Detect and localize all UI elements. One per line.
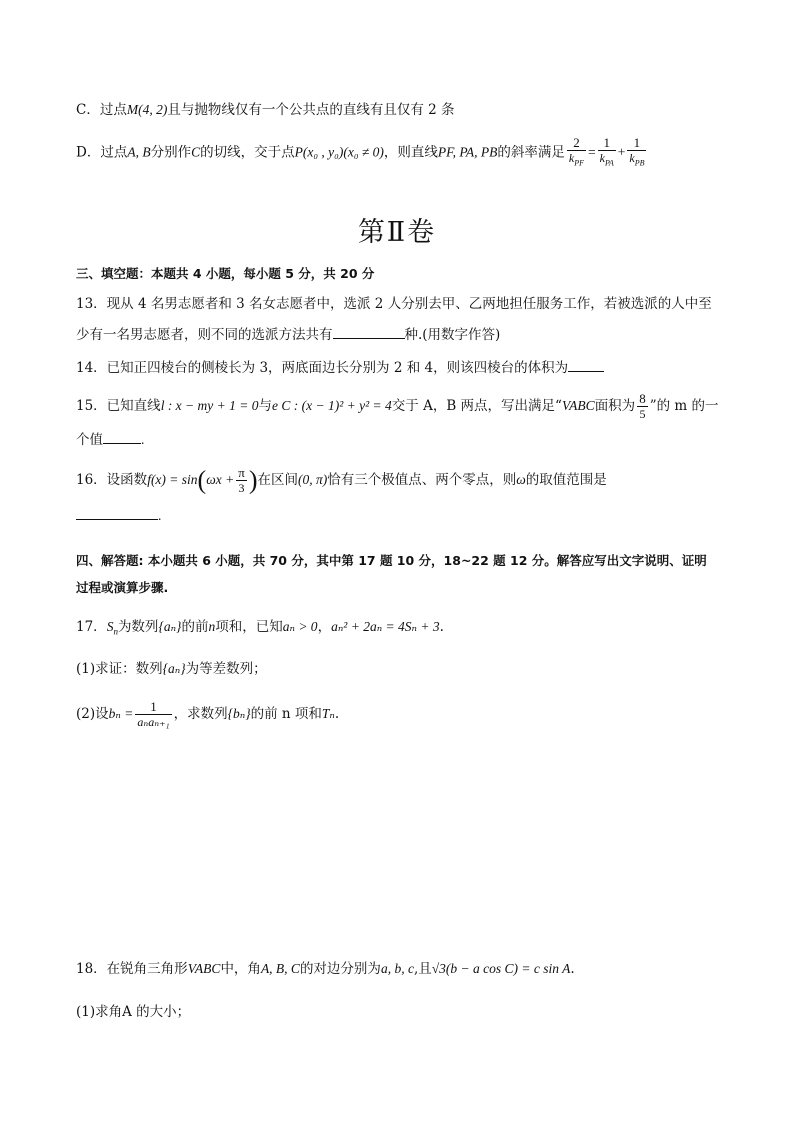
q17-text-b: 为数列 (117, 619, 159, 635)
q15-period: . (141, 432, 145, 447)
q15-line2 (76, 429, 144, 450)
q13-line2 (76, 324, 500, 345)
frac2-sub: PA (604, 158, 614, 168)
q17-number: 17． (76, 619, 107, 635)
frac1-den: k (568, 151, 575, 165)
option-d-text-2: 的切线，交于点 (200, 144, 295, 161)
right-paren: ) (248, 465, 258, 495)
q17-text-c: 的前 (181, 619, 209, 635)
equals-sign: = (588, 144, 596, 160)
q18-part1: (1)求角A 的大小； (76, 1004, 191, 1020)
q16-answer-blank[interactable] (76, 505, 158, 520)
interval-0-pi: (0, π) (297, 472, 328, 487)
option-d (76, 136, 648, 170)
point-m: M(4, 2) (126, 102, 168, 117)
option-d-text-1: 分别作 (150, 144, 192, 161)
omega-symbol: ω (516, 472, 526, 487)
q17-part1 (76, 659, 267, 679)
q16-period: . (158, 508, 162, 523)
sides-abc: a, b, c (380, 961, 414, 976)
sn-symbol: S (106, 619, 114, 634)
function-f: f(x) = sin (147, 472, 198, 487)
bn-definition: bₙ = (108, 706, 134, 721)
q15-text-b: 与 (258, 398, 272, 414)
q18-equation: √3(b − a cos C) = c sin A (431, 961, 571, 976)
frac3-num: 1 (627, 136, 646, 151)
option-c (76, 100, 455, 120)
left-paren: ( (197, 465, 207, 495)
q14 (76, 357, 604, 378)
condition-an-positive: aₙ > 0 (282, 619, 318, 634)
q18-period: . (570, 961, 575, 977)
q18-text-d: ,且 (413, 961, 432, 977)
q16-text-c: 恰有三个极值点、两个零点，则 (327, 472, 517, 488)
triangle-abc-2: VABC (187, 961, 221, 976)
q17-p1-text-a: (1)求证：数列 (76, 661, 163, 677)
omega-x-plus: ωx + (206, 472, 235, 487)
frac3-sub: PB (634, 158, 645, 168)
q17-frac-num: 1 (135, 700, 171, 715)
q17-text-d: 项和，已知 (215, 619, 283, 635)
fraction-1-kpb (627, 136, 646, 170)
q15-text-d: 面积为 (594, 398, 636, 414)
fraction-pi-3 (236, 466, 247, 495)
sequence-bn: {bₙ} (227, 706, 251, 721)
q15-text-c: 交于 A，B 两点，写出满足“ (391, 398, 562, 414)
q13-text-a: 少有一名男志愿者，则不同的选派方法共有 (76, 327, 333, 343)
q18-stem (76, 959, 575, 979)
point-p: P(x₀ , y₀)(x₀ ≠ 0) (294, 144, 384, 160)
q13-text-b: 种.(用数字作答) (404, 327, 501, 343)
q18-text-c: 的对边分别为 (299, 961, 381, 977)
q15-text-a: 15．已知直线 (76, 398, 161, 414)
part4-heading-line1: 四、解答题: 本小题共 6 小题，共 70 分，其中第 17 题 10 分，18~22 题 12 分。解答应写出文字说明、证明 (76, 553, 707, 568)
pi-den: 3 (238, 481, 245, 495)
points-ab: A, B (127, 144, 151, 160)
q18-text-b: 中，角 (220, 961, 261, 977)
plus-sign: + (617, 144, 626, 160)
fraction-1-kpa (598, 136, 616, 170)
frac2-den: k (599, 151, 605, 165)
part4-heading-line2: 过程或演算步骤. (76, 580, 169, 595)
n-symbol: n (208, 619, 216, 634)
frac3-den: k (629, 151, 635, 165)
angles-abc: A, B, C (260, 961, 300, 976)
q16-line2 (76, 505, 161, 526)
q17-p2-text-a: (2)设 (76, 706, 109, 722)
option-c-text: 且与抛物线仅有一个公共点的直线有且仅有 2 条 (167, 102, 455, 118)
pi-num: π (238, 465, 245, 480)
q16-text-b: 在区间 (257, 472, 298, 488)
fraction-2-kpf (567, 136, 586, 170)
line-names: PF, PA, PB (437, 144, 498, 160)
curve-c: C (191, 144, 201, 160)
frac1-sub: PF (574, 158, 585, 168)
q17-frac-den: aₙaₙ₊₁ (137, 715, 170, 729)
q14-text: 14．已知正四棱台的侧棱长为 3，两底面边长分别为 2 和 4，则该四棱台的体积为 (76, 360, 569, 376)
fraction-1-anan1 (135, 700, 171, 729)
q15-frac-num: 8 (639, 391, 646, 406)
q16-line1 (76, 466, 607, 495)
frac2-num: 1 (598, 136, 616, 151)
q15-answer-blank[interactable] (103, 429, 141, 444)
line-equation: l : x − my + 1 = 0 (160, 398, 259, 413)
frac1-num: 2 (567, 136, 586, 151)
circle-equation: e C : (x − 1)² + y² = 4 (272, 398, 392, 413)
q17-part2 (76, 700, 339, 729)
q14-answer-blank[interactable] (568, 357, 604, 372)
q17-period: . (439, 619, 444, 635)
q18-text-a: 18．在锐角三角形 (76, 961, 188, 977)
q17-comma: ， (317, 619, 332, 635)
option-c-label: C．过点 (76, 102, 127, 118)
option-d-text-4: 的斜率满足 (497, 144, 565, 161)
tn-symbol: Tₙ (321, 706, 335, 721)
triangle-abc: VABC (561, 398, 595, 413)
fraction-8-5 (637, 392, 648, 421)
sequence-an-2: {aₙ} (162, 661, 186, 676)
condition-recurrence: aₙ² + 2aₙ = 4Sₙ + 3 (331, 619, 440, 634)
sequence-an: {aₙ} (158, 619, 182, 634)
q15-frac-den: 5 (639, 407, 646, 421)
section-title: 第Ⅱ卷 (357, 217, 437, 248)
part3-heading: 三、填空题：本题共 4 小题，每小题 5 分，共 20 分 (76, 266, 375, 281)
q13-answer-blank[interactable] (333, 324, 405, 339)
option-d-label: D．过点 (76, 144, 128, 161)
q17-p2-period: . (334, 706, 340, 722)
q15-text-e: ”的 m 的一 (649, 398, 719, 414)
q15-text-line2: 个值 (76, 432, 103, 448)
q17-p2-text-c: 的前 n 项和 (250, 706, 322, 722)
q17-stem: 17．$S_n$为数列{aₙ}的前n项和，已知aₙ > 0，aₙ² + 2aₙ = 4Sₙ + 3. (76, 619, 444, 637)
q15-line1 (76, 392, 718, 421)
q16-text-a: 16．设函数 (76, 472, 148, 488)
q13-line1: 13．现从 4 名男志愿者和 3 名女志愿者中，选派 2 人分别去甲、乙两地担任服务工作，若被选派的人中至 (76, 296, 712, 312)
option-d-text-3: ，则直线 (383, 144, 438, 161)
q16-text-d: 的取值范围是 (525, 472, 607, 488)
q17-p2-text-b: ，求数列 (173, 706, 228, 722)
q17-p1-text-b: 为等差数列； (185, 661, 267, 677)
